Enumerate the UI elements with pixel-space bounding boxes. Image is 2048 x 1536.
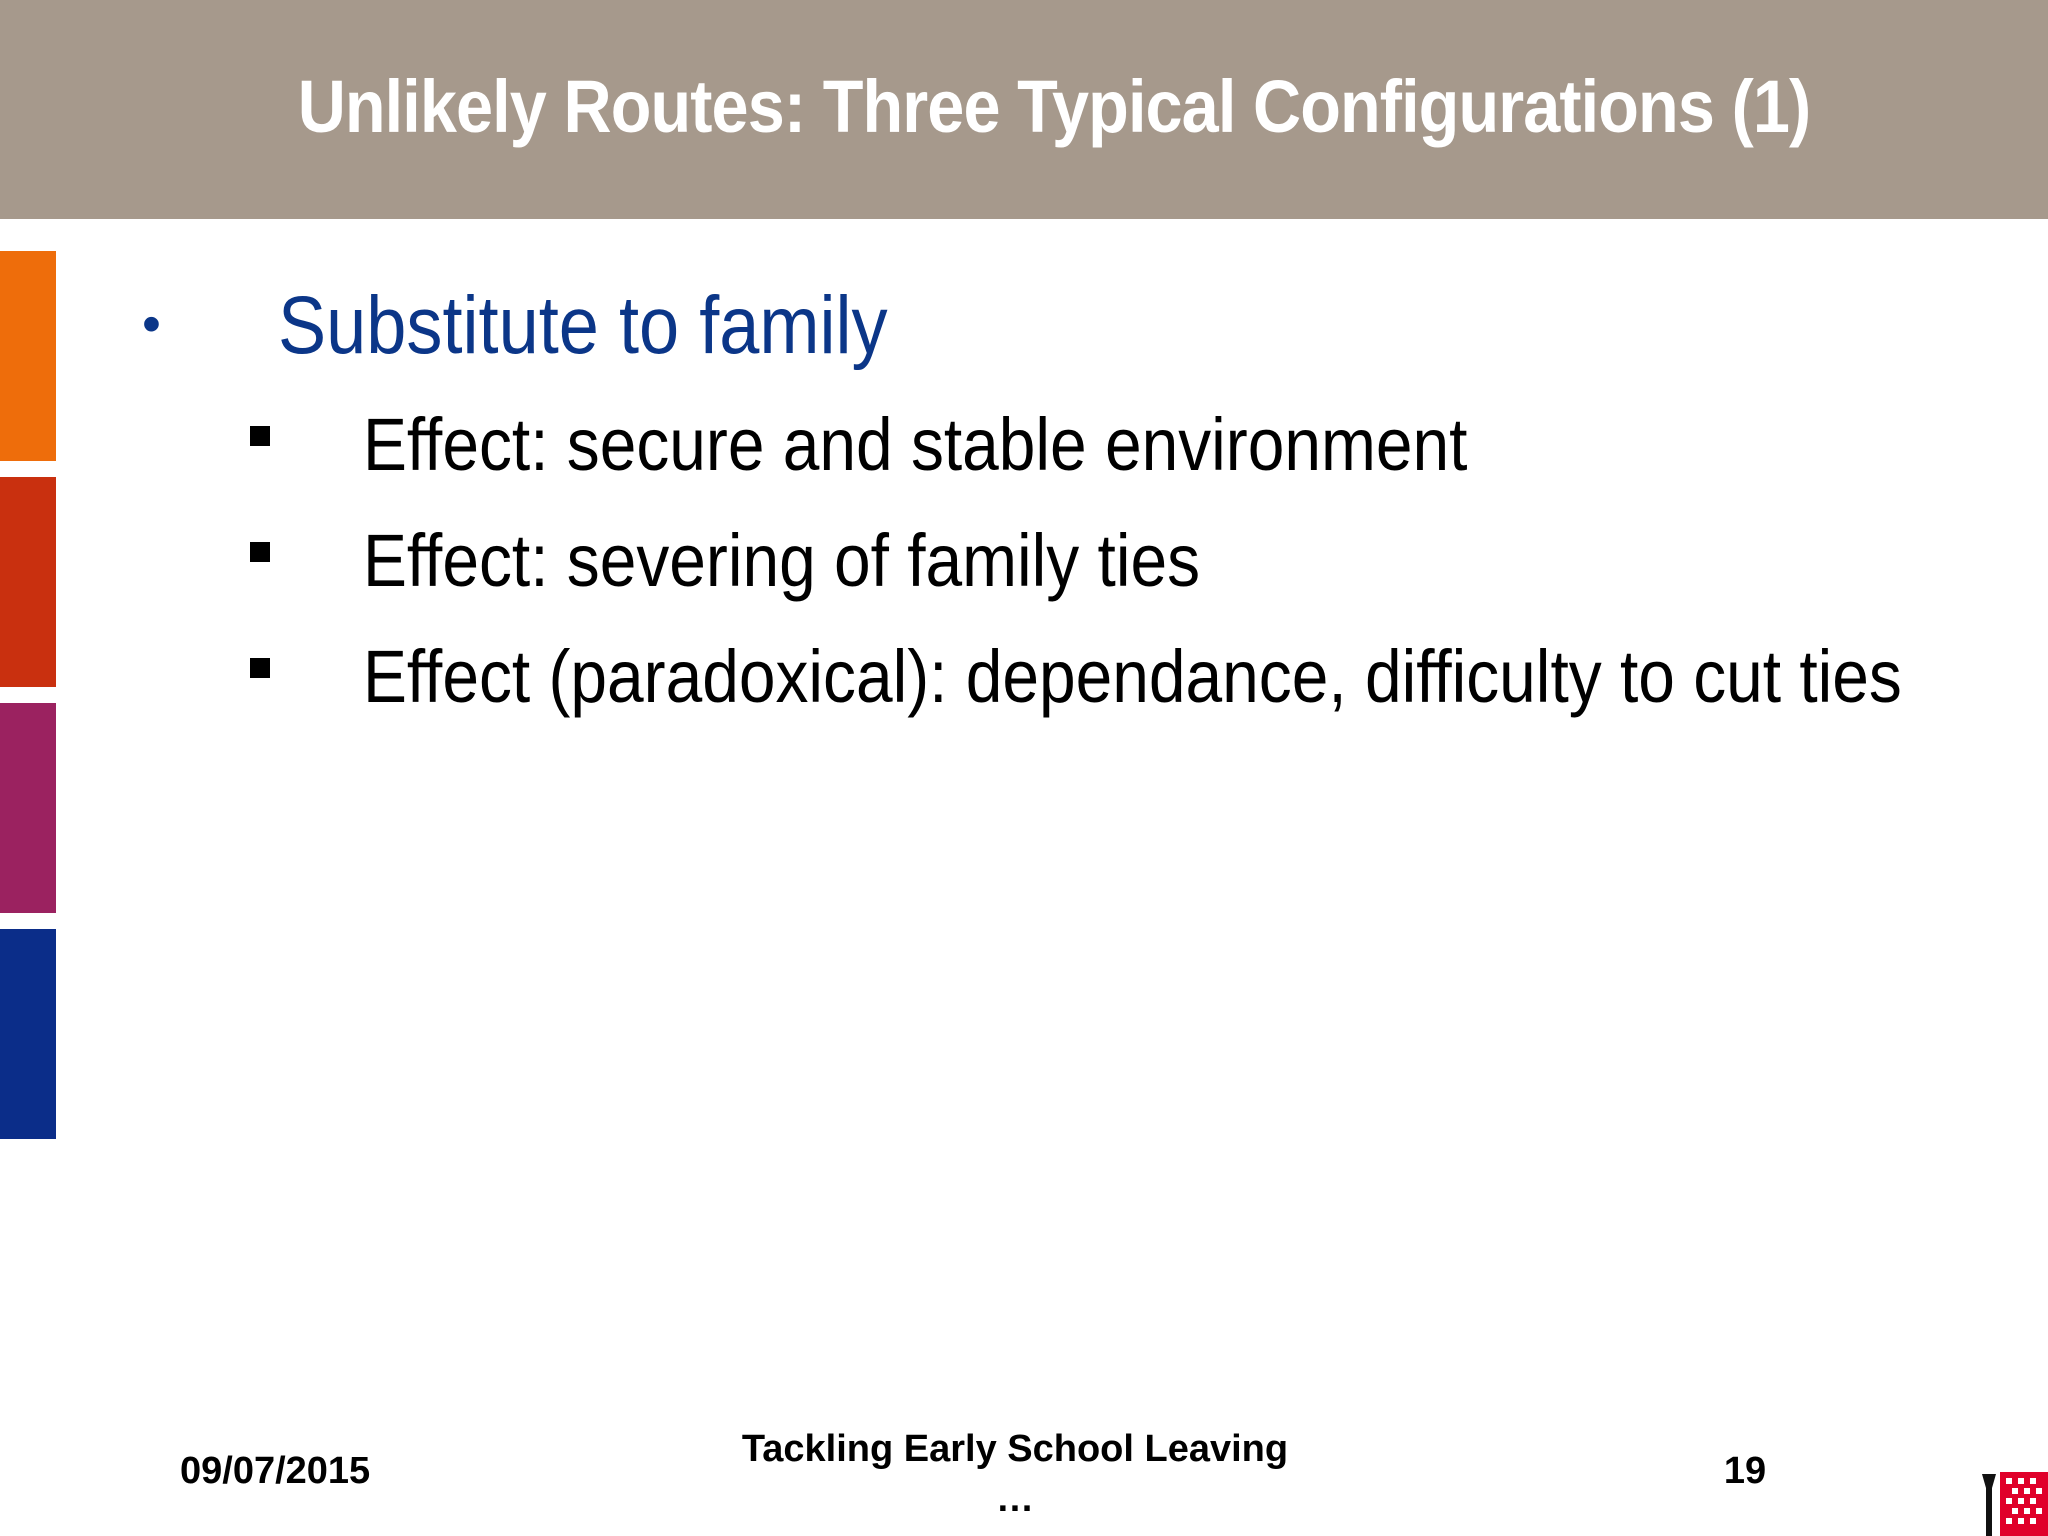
side-block-blue [0, 929, 56, 1139]
square-bullet-icon [250, 658, 270, 678]
page-number: 19 [1723, 1450, 1767, 1492]
sub-point-text: Effect: secure and stable environment [363, 403, 1468, 486]
sub-point-text: Effect: severing of family ties [363, 519, 1201, 602]
main-point [0, 270, 1900, 390]
side-block-magenta [0, 703, 56, 913]
sub-point [0, 632, 2000, 732]
footer-title-line2: … [996, 1478, 1034, 1520]
sub-point-text: Effect (paradoxical): dependance, difficulty to cut ties [363, 635, 1902, 718]
slide-title: Unlikely Routes: Three Typical Configurations (1) [297, 65, 1811, 148]
square-bullet-icon [250, 426, 270, 446]
main-point-text: Substitute to family [278, 280, 888, 371]
sub-point [0, 400, 2000, 500]
square-bullet-icon [250, 542, 270, 562]
bullet-dot: • [142, 294, 161, 354]
university-logo-icon [1980, 1468, 2048, 1536]
title-bar [0, 0, 2048, 219]
sub-point [0, 516, 2000, 616]
footer-title-line1: Tackling Early School Leaving [741, 1428, 1289, 1470]
footer-date: 09/07/2015 [180, 1450, 371, 1492]
footer-title [690, 1424, 1340, 1524]
